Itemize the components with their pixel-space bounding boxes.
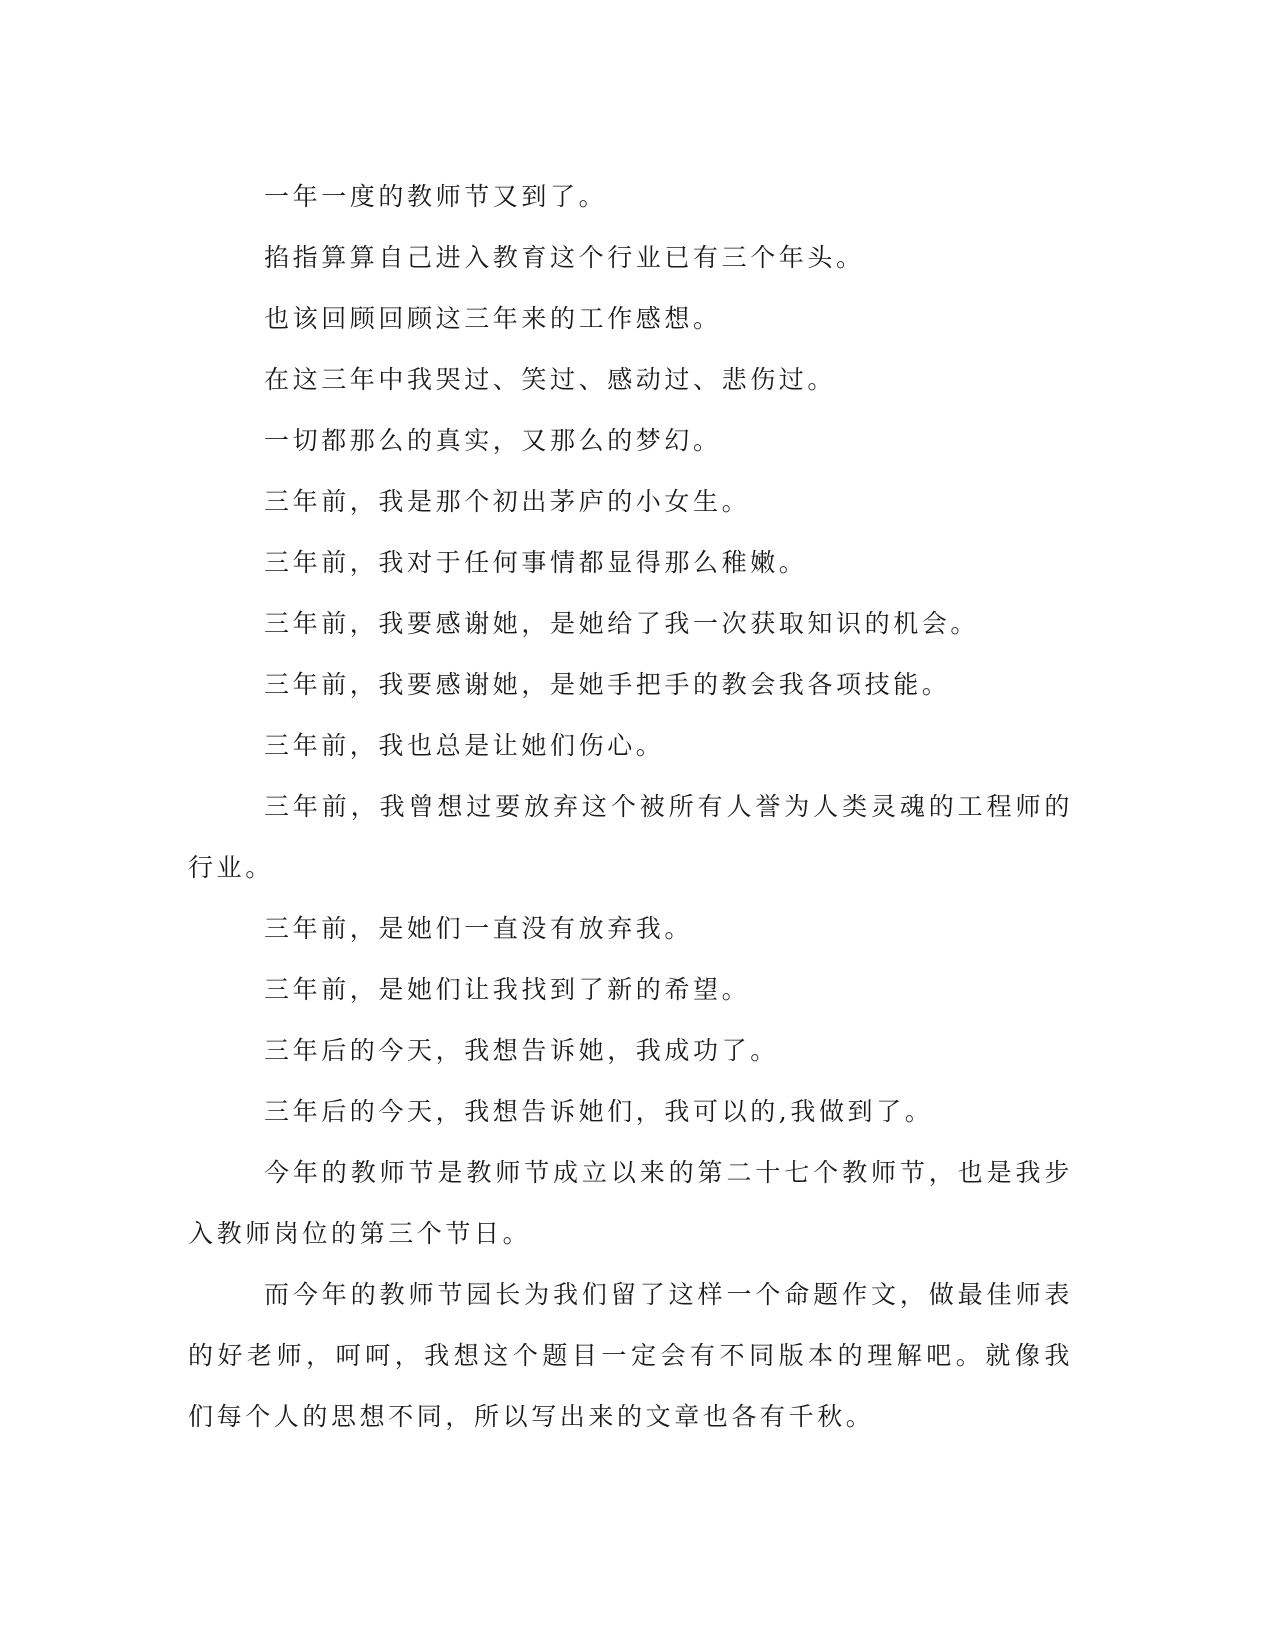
paragraph: 在这三年中我哭过、笑过、感动过、悲伤过。 [264,365,837,394]
paragraph: 掐指算算自己进入教育这个行业已有三个年头。 [264,243,865,272]
paragraph: 三年后的今天，我想告诉她，我成功了。 [264,1036,779,1065]
paragraph: 三年前，我要感谢她，是她手把手的教会我各项技能。 [264,670,951,699]
paragraph: 而今年的教师节园长为我们留了这样一个命题作文，做最佳师表的好老师，呵呵，我想这个题目一定会有不同版本的理解吧。就像我们每个人的思想不同，所以写出来的文章也各有千秋。 [188,1280,1073,1431]
paragraph: 三年后的今天，我想告诉她们，我可以的,我做到了。 [264,1097,934,1126]
paragraph: 三年前，我是那个初出茅庐的小女生。 [264,487,751,516]
paragraph: 一切都那么的真实，又那么的梦幻。 [264,426,722,455]
paragraph: 一年一度的教师节又到了。 [264,182,608,211]
paragraph: 三年前，我曾想过要放弃这个被所有人誉为人类灵魂的工程师的行业。 [188,792,1073,882]
paragraph: 三年前，我要感谢她，是她给了我一次获取知识的机会。 [264,609,980,638]
paragraph: 也该回顾回顾这三年来的工作感想。 [264,304,722,333]
document-body [188,166,1073,1447]
paragraph: 三年前，我也总是让她们伤心。 [264,731,665,760]
paragraph: 三年前，是她们一直没有放弃我。 [264,914,694,943]
paragraph: 三年前，是她们让我找到了新的希望。 [264,975,751,1004]
paragraph: 今年的教师节是教师节成立以来的第二十七个教师节，也是我步入教师岗位的第三个节日。 [188,1158,1073,1248]
paragraph: 三年前，我对于任何事情都显得那么稚嫩。 [264,548,808,577]
